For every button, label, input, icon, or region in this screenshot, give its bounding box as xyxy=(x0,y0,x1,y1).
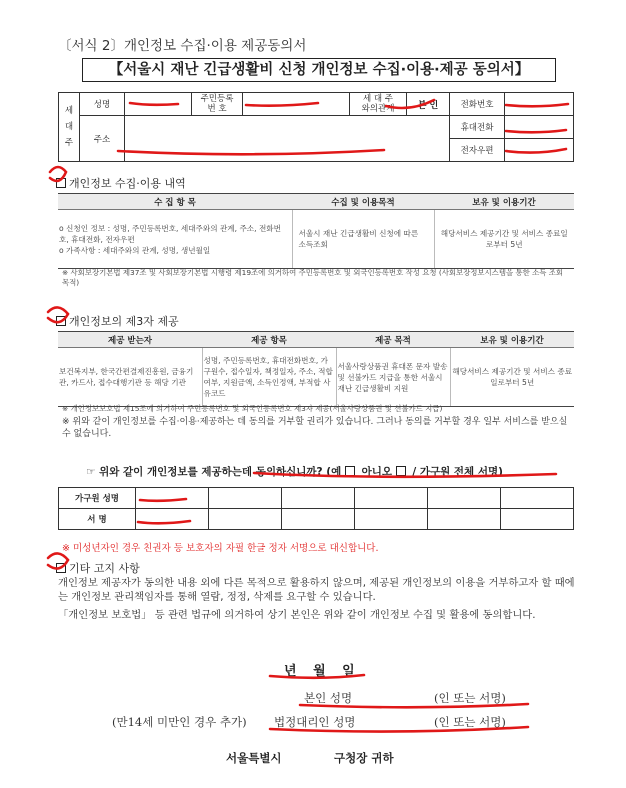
ink-phone-line xyxy=(506,104,568,106)
provide-items: 성명, 주민등록번호, 휴대전화번호, 가구원수, 접수일자, 책정일자, 주소, 적합여부, 지원금액, 소득인정액, 부적합 사유코드 xyxy=(202,348,336,407)
section-collect-title: 개인정보 수집·이용 내역 xyxy=(56,175,186,191)
ink-household-sign-line xyxy=(138,521,190,523)
minor-condition-label: (만14세 미만인 경우 추가) xyxy=(112,715,247,729)
ink-rrn-line xyxy=(246,103,318,106)
phone-label: 전화번호 xyxy=(450,93,505,116)
guardian-sign-mark: (인 또는 서명) xyxy=(434,715,506,729)
notice-body-1: 개인정보 제공자가 동의한 내용 외에 다른 목적으로 활용하지 않으며, 제공된 개인정보의 이용을 거부하고자 할 때에는 개인정보 관리책임자를 통해 열람, 정정, 삭제를 요구할 수 있습니다. xyxy=(58,577,575,603)
section-notice-title: 기타 고지 사항 xyxy=(56,560,140,576)
col-header-provide-retention: 보유 및 이용기간 xyxy=(450,332,574,348)
ink-notice-mark xyxy=(48,553,68,568)
provide-purpose: 서울사랑상품권 휴대폰 문자 발송 및 선불카드 지급을 통한 서울시 재난 긴급생활비 지원 xyxy=(336,348,450,407)
mobile-label: 휴대전화 xyxy=(450,116,505,139)
collect-note: ※ 사회보장기본법 제37조 및 사회보장기본법 시행령 제19조에 의거하여 주민등록번호 및 외국인등록번호 작성 요청 (사회보장정보시스템을 통한 소득 조회 목적) xyxy=(62,268,563,287)
col-header-retention: 보유 및 이용기간 xyxy=(434,194,574,210)
provide-retention: 해당서비스 제공기간 및 서비스 종료일로부터 5년 xyxy=(450,348,574,407)
section-thirdparty-title: 개인정보의 제3자 제공 xyxy=(56,313,179,329)
thirdparty-note-2: ※ 위와 같이 개인정보를 수집·이용·제공하는 데 동의를 거부할 권리가 있습니다. 그러나 동의를 거부할 경우 일부 서비스를 받으실 수 없습니다. xyxy=(62,417,568,439)
self-name-label: 본인 성명 xyxy=(304,691,353,705)
ink-date-line xyxy=(270,675,364,678)
householder-label: 세 대 주 xyxy=(59,93,80,162)
household-name-label: 가구원 성명 xyxy=(59,488,136,509)
col-header-provide-purpose: 제공 목적 xyxy=(336,332,450,348)
col-header-items: 수 집 항 목 xyxy=(58,194,292,210)
minor-note: ※ 미성년자인 경우 친권자 등 보호자의 자필 한글 정자 서명으로 대신합니다. xyxy=(62,543,379,554)
thirdparty-note-1: ※ 개인정보보호법 제15조에 의거하여 주민등록번호 및 외국인등록번호 제3자 제공(서울사랑상품권 및 선불카드 지급) xyxy=(62,404,443,413)
ink-mobile-line xyxy=(506,130,566,132)
relation-value[interactable]: 본 인 xyxy=(407,93,450,116)
name-label: 성명 xyxy=(80,93,125,116)
collect-retention: 해당서비스 제공기간 및 서비스 종료일로부터 5년 xyxy=(434,210,574,269)
relation-label: 세 대 주 와의관계 xyxy=(350,93,407,116)
signature-label: 서 명 xyxy=(59,509,136,530)
collect-purpose: 서울시 재난 긴급생활비 신청에 따른 소득조회 xyxy=(292,210,434,269)
document-title: 【서울시 재난 긴급생활비 신청 개인정보 수집·이용·제공 동의서】 xyxy=(82,58,556,82)
col-header-purpose: 수집 및 이용목적 xyxy=(292,194,434,210)
ink-section2-mark xyxy=(48,307,68,322)
ink-address-line xyxy=(118,150,384,154)
ink-consent-underline xyxy=(254,473,556,477)
footer-city: 서울특별시 xyxy=(226,751,282,765)
recipients: 보건복지부, 한국간편결제진흥원, 금융기관, 카드사, 접수대행기관 등 해당 기관 xyxy=(58,348,202,407)
rrn-label: 주민등록 번 호 xyxy=(192,93,243,116)
ink-email-line xyxy=(506,149,566,153)
footer-recipient: 구청장 귀하 xyxy=(334,751,394,765)
ink-name-line xyxy=(130,103,178,105)
ink-guardian-sign-line xyxy=(270,727,528,732)
ink-relation-circle xyxy=(386,100,434,108)
guardian-name-label: 법정대리인 성명 xyxy=(274,715,356,729)
ink-self-sign-line xyxy=(300,704,528,707)
ink-household-name-line xyxy=(140,499,186,501)
col-header-recipient: 제공 받는자 xyxy=(58,332,202,348)
email-label: 전자우편 xyxy=(450,139,505,162)
collect-items: o 신청인 정보 : 성명, 주민등록번호, 세대주와의 관계, 주소, 전화번호, 휴대전화, 전자우편 o 가족사항 : 세대주와의 관계, 성명, 생년월일 xyxy=(58,210,292,269)
ink-section1-mark xyxy=(50,167,66,181)
consent-question: ☞ 위와 같이 개인정보를 제공하는데 동의하십니까? (예 아니오 / 가구원 전체 서명) xyxy=(86,466,503,478)
address-label: 주소 xyxy=(80,116,125,162)
self-sign-mark: (인 또는 서명) xyxy=(434,691,506,705)
date-line: 년 월 일 xyxy=(284,664,361,679)
form-label: 〔서식 2〕개인정보 수집·이용 제공동의서 xyxy=(58,38,307,54)
col-header-provide-items: 제공 항목 xyxy=(202,332,336,348)
notice-body-2: 「개인정보 보호법」 등 관련 법규에 의거하여 상기 본인은 위와 같이 개인정보 수집 및 활용에 동의합니다. xyxy=(58,609,536,621)
